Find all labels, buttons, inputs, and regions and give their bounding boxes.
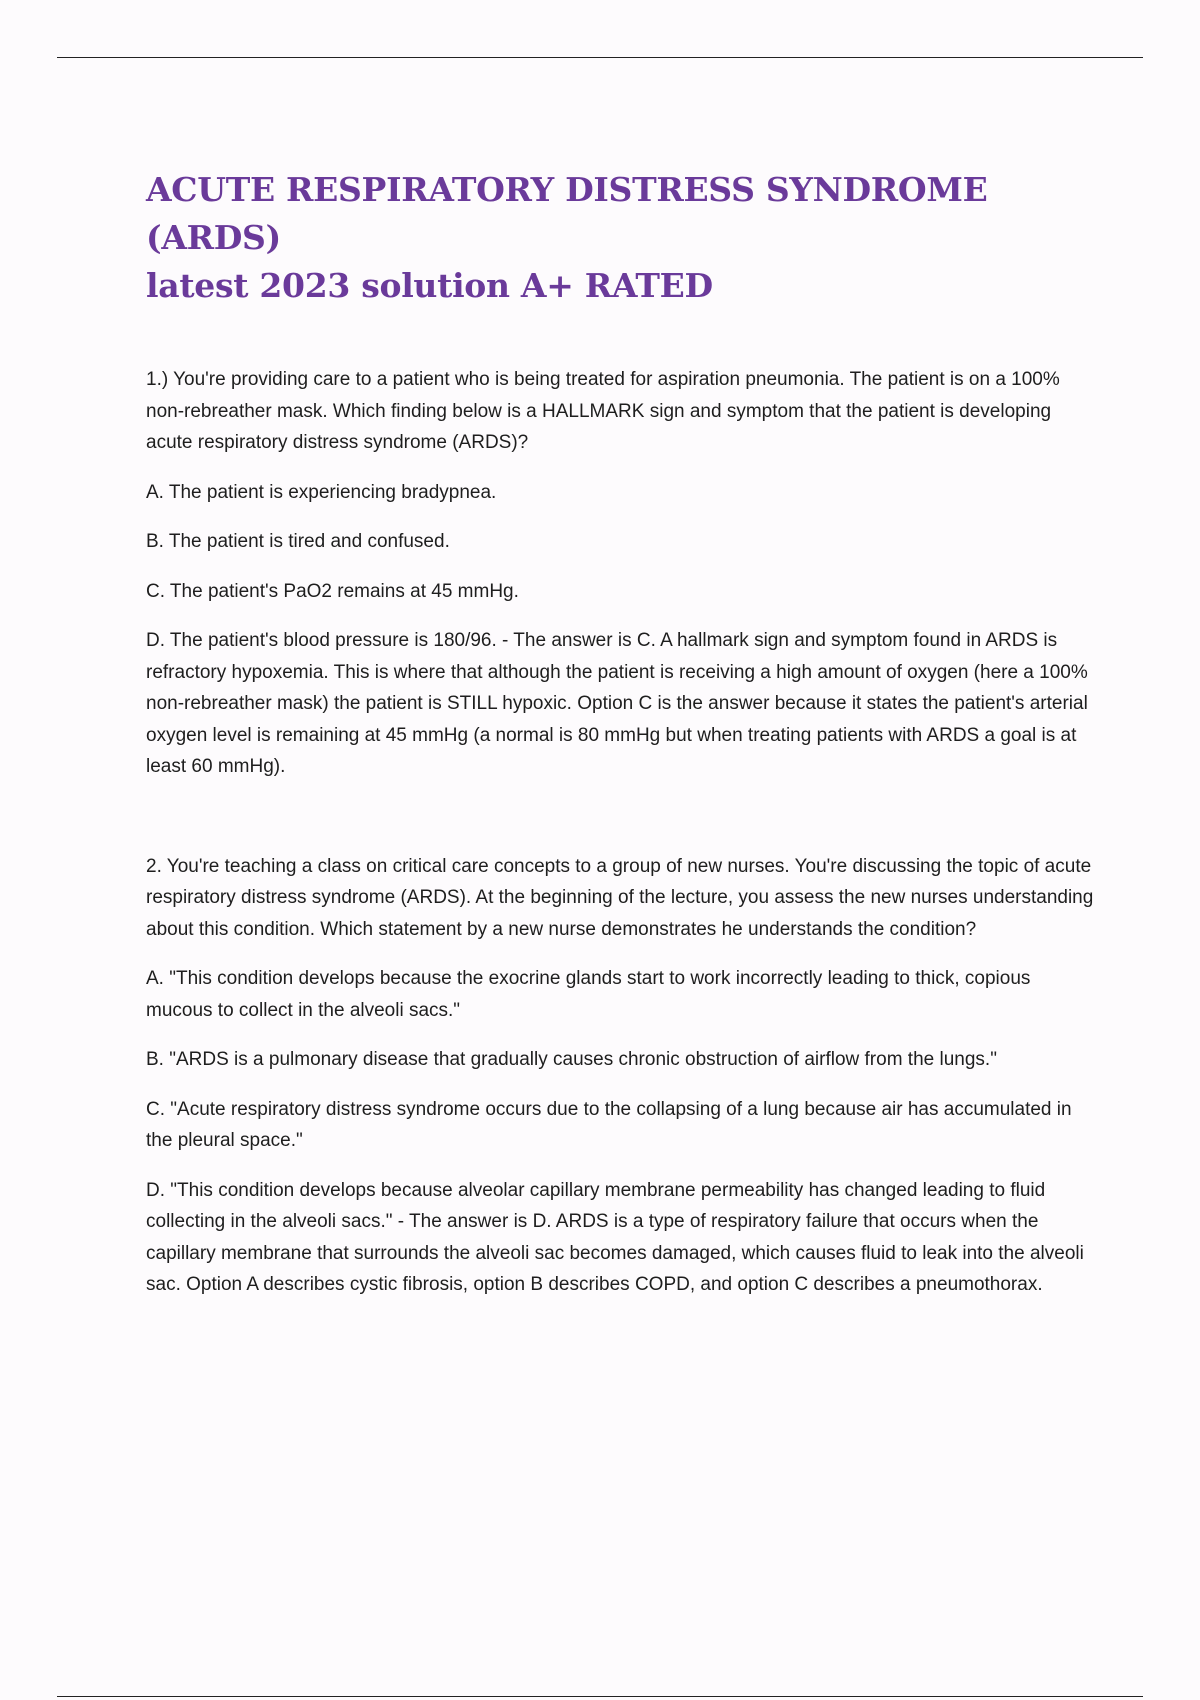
question-2 (146, 851, 1101, 1301)
question-stem: 1.) You're providing care to a patient who is being treated for aspiration pneumonia. The patient is on a 100% non-rebreather mask. Which finding below is a HALLMARK sign and symptom that the patient is developing acute respiratory distress syndrome (ARDS)? (146, 369, 1060, 453)
question-1 (146, 364, 1101, 783)
document-body (146, 166, 1101, 1369)
answer-option-b: B. "ARDS is a pulmonary disease that gradually causes chronic obstruction of airflow from the lungs." (146, 1049, 997, 1070)
answer-option-a: A. The patient is experiencing bradypnea. (146, 481, 497, 503)
top-rule (57, 57, 1143, 58)
document-title (146, 166, 1101, 310)
answer-option-c: C. "Acute respiratory distress syndrome occurs due to the collapsing of a lung because air has accumulated in the pleural space." (146, 1098, 1072, 1151)
answer-option-c: C. The patient's PaO2 remains at 45 mmHg. (146, 580, 519, 602)
answer-option-d: D. "This condition develops because alveolar capillary membrane permeability has changed leading to fluid collecting in the alveoli sacs." - The answer is D. ARDS is a type of respiratory failure that occurs when the capillary membrane that surrounds the alveoli sac becomes damaged, which causes fluid to leak into the alveoli sac. Option A describes cystic fibrosis, option B describes COPD, and option C describes a pneumothorax. (146, 1179, 1084, 1295)
title-line-2: latest 2023 solution A+ RATED (146, 266, 713, 305)
answer-option-d: D. The patient's blood pressure is 180/96. - The answer is C. A hallmark sign and symptom found in ARDS is refractory hypoxemia. This is where that although the patient is receiving a high amount of oxygen (here a 100% non-rebreather mask) the patient is STILL hypoxic. Option C is the answer because it states the patient's arterial oxygen level is remaining at 45 mmHg (a normal is 80 mmHg but when treating patients with ARDS a goal is at least 60 mmHg). (146, 630, 1088, 777)
question-list (146, 364, 1101, 1301)
answer-option-b: B. The patient is tired and confused. (146, 531, 450, 552)
bottom-rule (57, 1696, 1143, 1697)
question-stem: 2. You're teaching a class on critical care concepts to a group of new nurses. You're discussing the topic of acute respiratory distress syndrome (ARDS). At the beginning of the lecture, you assess the new nurses understanding about this condition. Which statement by a new nurse demonstrates he understands the condition? (146, 855, 1094, 940)
answer-option-a: A. "This condition develops because the exocrine glands start to work incorrectly leading to thick, copious mucous to collect in the alveoli sacs." (146, 968, 1031, 1021)
title-line-1: ACUTE RESPIRATORY DISTRESS SYNDROME (ARDS) (146, 170, 988, 257)
